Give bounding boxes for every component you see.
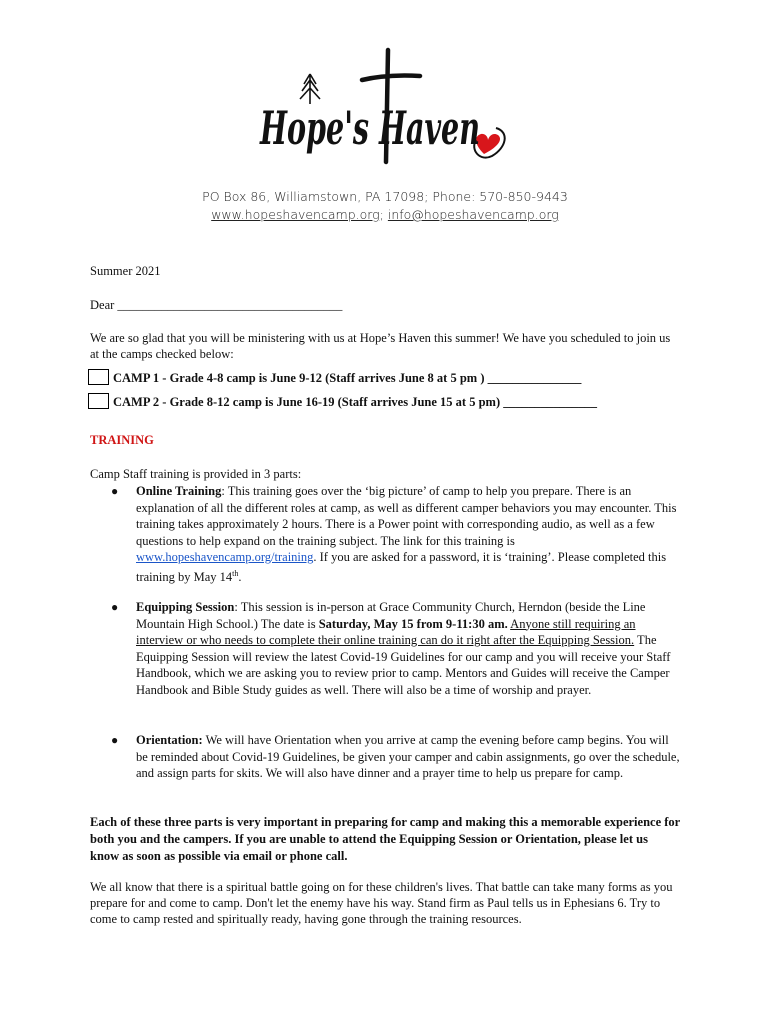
- orientation-title: Orientation:: [136, 733, 203, 747]
- hopes-haven-logo: [248, 44, 518, 194]
- important-paragraph: Each of these three parts is very important in preparing for camp and making this a memorable experience for both you and the campers. If you are unable to attend the Equipping Session or Orientation, please let us know as soon as possible via email or phone call.: [90, 815, 680, 863]
- logo-lettering: Hope's Haven: [258, 101, 480, 155]
- equipping-underlined-note: Anyone still requiring an interview or who needs to complete their online training can do it right after the Equipping Session.: [136, 616, 636, 647]
- bullet-dot: ●: [111, 733, 119, 747]
- email-link[interactable]: info@hopeshavencamp.org: [387, 207, 559, 222]
- online-training-item: [136, 483, 680, 585]
- letter-date: Summer 2021: [90, 264, 161, 278]
- training-link[interactable]: www.hopeshavencamp.org/training: [136, 550, 314, 564]
- camp-2-checkbox[interactable]: [88, 393, 109, 409]
- salutation: Dear ____________________________________: [90, 298, 343, 312]
- camp-1-row: [88, 369, 581, 386]
- equipping-session-item: [136, 599, 680, 698]
- orientation-text: We will have Orientation when you arrive at camp the evening before camp begins. You will be reminded about Covid-19 Guidelines, be given your camper and cabin assignments, go over the schedule, and assign parts for skits. We will also have dinner and a prayer time to help us prepare for camp.: [136, 733, 680, 780]
- equipping-session-title: Equipping Session: [136, 600, 235, 614]
- pine-tree-icon: [300, 74, 320, 104]
- camp-2-row: [88, 393, 597, 410]
- training-heading: TRAINING: [90, 433, 154, 447]
- intro-paragraph: We are so glad that you will be ministering with us at Hope’s Haven this summer! We have you scheduled to join us at the camps checked below:: [90, 331, 671, 361]
- online-training-text: : This training goes over the ‘big picture’ of camp to help you prepare. There is an explanation of all the different roles at camp, as well as different camper behaviors you may encounter. This training takes approximately 2 hours. There is a Power point with corresponding audio, as well as a few questions to help expand on the training subject. The link for this training is: [136, 484, 677, 548]
- online-training-text-2: . If you are asked for a password, it is ‘training’. Please completed this training by May 14: [136, 550, 667, 584]
- orientation-item: [136, 732, 680, 782]
- camp-1-label: CAMP 1 - Grade 4-8 camp is June 9-12 (Staff arrives June 8 at 5 pm ) _______________: [113, 371, 582, 385]
- camp-2-label: CAMP 2 - Grade 8-12 camp is June 16-19 (Staff arrives June 15 at 5 pm) _______________: [113, 395, 597, 409]
- equipping-date: Saturday, May 15 from 9-11:30 am.: [318, 616, 508, 631]
- online-training-text-3: .: [238, 569, 242, 584]
- online-training-title: Online Training: [136, 484, 222, 498]
- camp-1-checkbox[interactable]: [88, 369, 109, 385]
- bullet-dot: ●: [111, 600, 119, 614]
- superscript-th: th: [232, 568, 239, 578]
- equipping-text: : This session is in-person at Grace Community Church, Herndon (beside the Line Mountain High School.) The date is: [136, 600, 646, 631]
- website-link[interactable]: www.hopeshavencamp.org: [211, 207, 380, 222]
- closing-paragraph: We all know that there is a spiritual battle going on for these children's lives. That battle can take many forms as you prepare for and come to camp. Don't let the enemy have his way. Stand firm as Paul tells us in Ephesians 6. Try to come to camp rested and spiritually ready, having gone through the training resources.: [90, 880, 673, 926]
- training-intro: Camp Staff training is provided in 3 parts:: [90, 467, 302, 481]
- contact-address-line: PO Box 86, Williamstown, PA 17098; Phone: 570-850-9443: [202, 189, 568, 204]
- equipping-text-2: The Equipping Session will review the latest Covid-19 Guidelines for our camp and you will receive your Staff Handbook, which we are asking you to review prior to camp. Mentors and Guides will receive the Camper Handbook and Bible Study guides as well. There will also be a time of worship and prayer.: [136, 633, 671, 697]
- contact-separator: ;: [379, 207, 388, 222]
- bullet-dot: ●: [111, 484, 119, 498]
- contact-links-line: [0, 207, 770, 222]
